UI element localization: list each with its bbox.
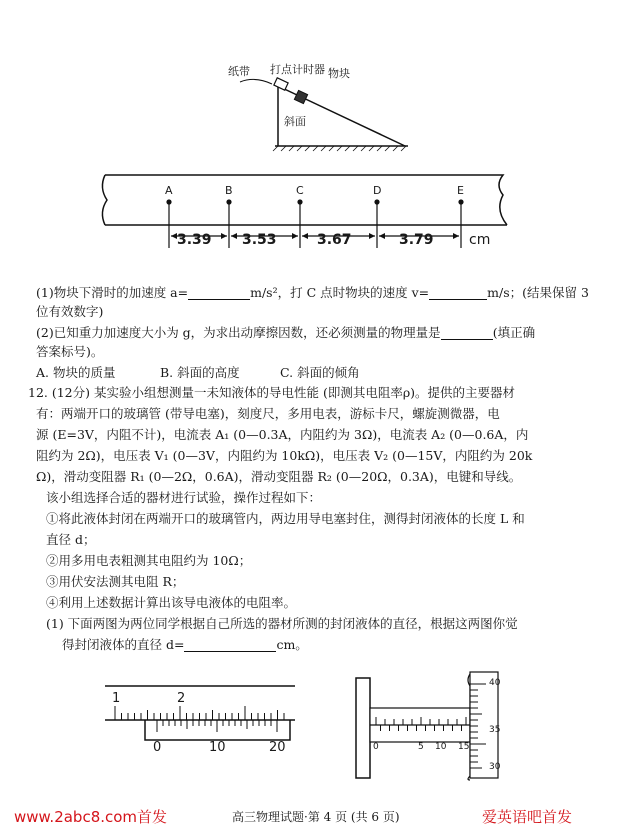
q2-line1 [36, 325, 535, 340]
q12-line-6: ①将此液体封闭在两端开口的玻璃管内，两边用导电塞封住，测得封闭液体的长度 L 和 [46, 511, 525, 526]
vernier-main-label-2: 2 [177, 691, 186, 706]
point-label-c: C [296, 184, 304, 197]
label-paper-tape: 纸带 [228, 65, 250, 78]
footer-left-watermark[interactable]: www.2abc8.com首发 [14, 808, 168, 826]
vernier-main-label-1: 1 [112, 691, 121, 706]
q12-line-3: 阻约为 2Ω)，电压表 V₁ (0—3V，内阻约为 10kΩ)，电压表 V₂ (0—15V，内阻约为 20k [36, 448, 533, 463]
q12-line-4: Ω)，滑动变阻器 R₁ (0—2Ω，0.6A)，滑动变阻器 R₂ (0—20Ω，0.3A)，电键和导线。 [36, 469, 522, 484]
q12-line-7: 直径 d； [46, 532, 96, 547]
q1-text-c: m/s；(结果保留 3 [487, 285, 589, 300]
apparatus-diagram [220, 58, 420, 158]
q12-sub1-line [62, 637, 308, 652]
point-label-d: D [373, 184, 382, 197]
q12-sub1-text-b: cm。 [276, 637, 308, 652]
q12-line-10: ④利用上述数据计算出该导电液体的电阻率。 [46, 595, 297, 610]
thimble-label-40: 40 [489, 678, 501, 688]
q12-line-0: 12. (12分) 某实验小组想测量一未知液体的导电性能 (即测其电阻率ρ)。提供的主要器材 [28, 385, 516, 400]
point-label-e: E [457, 184, 464, 197]
q12-line-2: 源 (E=3V，内阻不计)，电流表 A₁ (0—0.3A，内阻约为 3Ω)，电流表 A₂ (0—0.6A，内 [36, 427, 529, 442]
micrometer-figure [352, 668, 512, 783]
q1-text-a: (1)物块下滑时的加速度 a= [36, 285, 189, 300]
point-label-b: B [225, 184, 233, 197]
vernier-label-20: 20 [269, 740, 286, 755]
q1-text-b: m/s²，打 C 点时物块的速度 v= [250, 285, 430, 300]
label-incline: 斜面 [284, 115, 306, 128]
micrometer-svg [352, 668, 512, 783]
q1-line1 [36, 285, 589, 300]
label-timer: 打点计时器 [270, 63, 325, 76]
point-label-a: A [165, 184, 173, 197]
q1-line2: 位有效数字) [36, 304, 104, 319]
sleeve-label-15: 15 [458, 742, 470, 752]
answer-blank-diameter[interactable] [184, 639, 276, 652]
vernier-scale-ticks [157, 720, 277, 732]
label-block: 物块 [328, 67, 350, 80]
footer-page-info: 高三物理试题·第 4 页 (共 6 页) [232, 810, 400, 824]
segment-cd: 3.67 [317, 232, 352, 248]
sleeve-label-10: 10 [435, 742, 447, 752]
q12-line-9: ③用伏安法测其电阻 R； [46, 574, 185, 589]
q2-option-c[interactable]: C. 斜面的倾角 [280, 365, 360, 380]
q2-text-a: (2)已知重力加速度大小为 g，为求出动摩擦因数，还必须测量的物理量是 [36, 325, 441, 340]
segment-bc: 3.53 [242, 232, 277, 248]
sleeve-label-0: 0 [373, 742, 379, 752]
thimble-label-30: 30 [489, 762, 501, 772]
segment-ab: 3.39 [177, 232, 212, 248]
q2-option-b[interactable]: B. 斜面的高度 [160, 365, 240, 380]
q12-line-11: (1) 下面两图为两位同学根据自己所选的器材所测的封闭液体的直径，根据这两图你觉 [46, 616, 518, 631]
answer-blank-acceleration[interactable] [188, 287, 250, 300]
thimble-label-35: 35 [489, 725, 501, 735]
tape-dots [166, 199, 463, 204]
vernier-label-10: 10 [209, 740, 226, 755]
q12-line-1: 有：两端开口的玻璃管 (带导电塞)，刻度尺，多用电表，游标卡尺，螺旋测微器，电 [36, 406, 500, 421]
sleeve-label-5: 5 [418, 742, 424, 752]
q12-line-8: ②用多用电表粗测其电阻约为 10Ω； [46, 553, 252, 568]
q12-line-5: 该小组选择合适的器材进行试验，操作过程如下： [46, 490, 322, 505]
segment-de: 3.79 [399, 232, 434, 248]
tape-unit: cm [469, 232, 491, 248]
footer-right-watermark[interactable]: 爱英语吧首发 [482, 808, 573, 826]
main-scale-ticks [115, 706, 284, 720]
q2-line2: 答案标号)。 [36, 344, 104, 359]
q12-sub1-text-a: 得封闭液体的直径 d= [62, 637, 185, 652]
answer-blank-velocity[interactable] [429, 287, 487, 300]
q2-option-a[interactable]: A. 物块的质量 [36, 365, 116, 380]
vernier-label-0: 0 [153, 740, 162, 755]
answer-blank-quantity[interactable] [441, 327, 493, 340]
paper-tape-figure [95, 170, 520, 270]
q2-text-b: (填正确 [492, 325, 536, 340]
vernier-caliper-figure [105, 680, 305, 760]
